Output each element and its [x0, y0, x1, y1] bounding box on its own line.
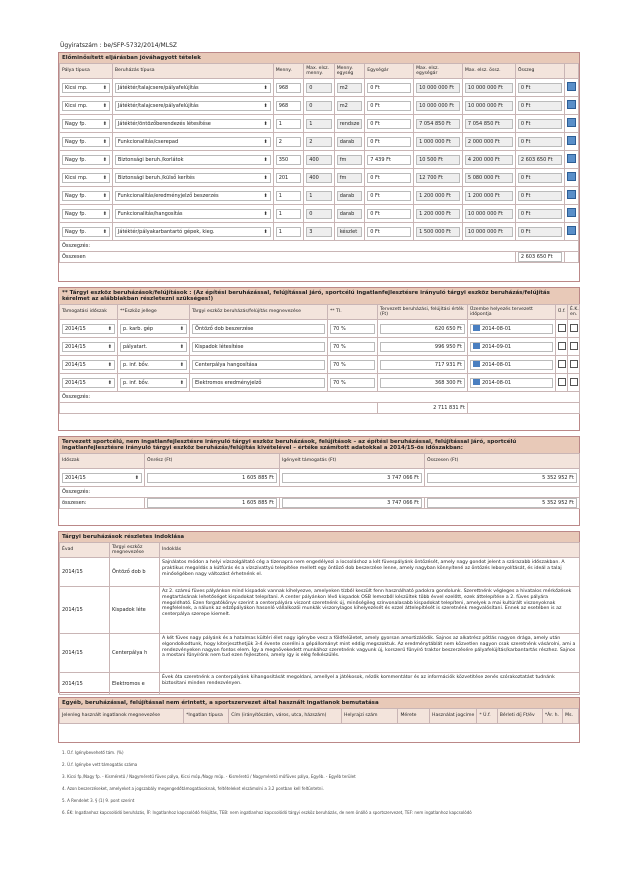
table-row — [60, 169, 579, 187]
column-header: *Ár. h. — [542, 709, 562, 724]
field-type-select[interactable]: Kicsi mp. ⬍ — [62, 173, 110, 183]
max-unit-price: 10 000 000 Ft — [416, 83, 460, 93]
column-header: Összesen (Ft) — [425, 454, 580, 469]
column-header: Max. elsz. össz. — [462, 64, 515, 79]
asset-name: Öntöző dob b — [112, 569, 146, 575]
max-quantity: 1 — [306, 119, 332, 129]
field-type-select[interactable]: Nagy fp. ⬍ — [62, 209, 110, 219]
column-header: Menny. — [273, 64, 304, 79]
footnote: 3. Kicsi fp./Nagy fp. - Kisméretű / Nagyméretű füves pálya, Kicsi műp./Nagy műp. - Kisméretű / Nagyméretű műfüves pálya, Egyéb. - Egyéb terület — [62, 774, 356, 779]
date-input[interactable]: 2014-08-01 — [470, 324, 553, 334]
planned-value-input[interactable]: 717 931 Ft — [380, 360, 465, 370]
period-select[interactable]: 2014/15 ⬍ — [62, 324, 115, 334]
planned-value-input[interactable]: 996 950 Ft — [380, 342, 465, 352]
period: 2014/15 — [62, 680, 83, 687]
field-type-select[interactable]: Nagy fp. ⬍ — [62, 191, 110, 201]
planned-assets-table — [59, 453, 580, 509]
edit-icon[interactable] — [567, 118, 576, 127]
edit-icon[interactable] — [567, 100, 576, 109]
investment-type-select[interactable]: Biztonsági beruh./korlátok ⬍ — [115, 155, 271, 165]
table-row — [60, 338, 580, 356]
calendar-icon[interactable] — [473, 325, 480, 331]
quantity-input[interactable]: 1 — [276, 227, 302, 237]
table-row — [60, 587, 580, 634]
amount: 0 Ft — [518, 173, 562, 183]
column-header: Menny. egység — [334, 64, 365, 79]
column-header: É.K. en. — [568, 305, 580, 320]
investment-type-select[interactable]: Funkcionalitás/eredményjelző beszerzés ⬍ — [115, 191, 271, 201]
table-row — [60, 558, 580, 587]
table-row — [60, 634, 580, 673]
ek-checkbox[interactable] — [570, 324, 578, 332]
unit-price-input[interactable]: 0 Ft — [367, 83, 411, 93]
column-header: Ms. — [563, 709, 579, 724]
column-header: Üzembe helyezés tervezett időpontja — [468, 305, 556, 320]
max-quantity: 0 — [306, 209, 332, 219]
unit: készlet — [337, 227, 363, 237]
column-header: Cím (irányítószám, város, utca, házszám) — [229, 709, 342, 724]
uf-checkbox[interactable] — [558, 324, 566, 332]
table-row — [60, 79, 579, 97]
date-input[interactable]: 2014-09-01 — [470, 342, 553, 352]
column-header: Beruházás típusa — [112, 64, 273, 79]
field-type-select[interactable]: Nagy fp. ⬍ — [62, 227, 110, 237]
max-unit-price: 10 000 000 Ft — [416, 101, 460, 111]
quantity-input[interactable]: 968 — [276, 101, 302, 111]
period-select[interactable]: 2014/15 ⬍ — [62, 378, 115, 388]
asset-name-input[interactable]: Elektromos eredményjelző — [192, 378, 325, 388]
section-title: Tervezett sportcélú, nem ingatlanfejlesztésre irányuló tárgyi eszköz beruházások, felújítások – az építési beruházással, felújítással járó, sportcélú ingatlanfejlesztésre irányuló tárgyi eszköz beruházás/felújítás kivételével – értéke számított adatokkal a 2014/15-ös időszakban: — [59, 437, 579, 453]
column-header: Tárgyi eszköz megnevezése — [110, 543, 160, 558]
table-row — [60, 469, 580, 487]
amount: 0 Ft — [518, 119, 562, 129]
sum-label: Összegzés: — [60, 241, 579, 252]
column-header: Időszak — [60, 454, 145, 469]
max-quantity: 400 — [306, 155, 332, 165]
date-input[interactable]: 2014-08-01 — [470, 360, 553, 370]
column-header: Tárgyi eszköz beruházás/felújítás megnevezése — [190, 305, 328, 320]
unit-price-input[interactable]: 0 Ft — [367, 173, 411, 183]
own-contribution: 1 605 885 Ft — [147, 473, 277, 483]
unit: darab — [337, 191, 363, 201]
table-row — [60, 133, 579, 151]
section-title: Előminősített eljárásban jóváhagyott tételek — [59, 53, 579, 63]
reference-number: Ügyiratszám : be/SFP-5732/2014/MLSZ — [60, 42, 177, 49]
max-unit-price: 1 500 000 Ft — [416, 227, 460, 237]
max-quantity: 2 — [306, 137, 332, 147]
total-sum: 5 352 952 Ft — [427, 498, 577, 508]
ek-checkbox[interactable] — [570, 360, 578, 368]
edit-icon[interactable] — [567, 154, 576, 163]
max-total: 10 000 000 Ft — [465, 227, 513, 237]
total-own: 1 605 885 Ft — [147, 498, 277, 508]
planned-value-input[interactable]: 620 650 Ft — [380, 324, 465, 334]
investment-type-select[interactable]: Játéktér/pályakarbantartó gépek, kieg. ⬍ — [115, 227, 271, 237]
max-quantity: 1 — [306, 191, 332, 201]
max-unit-price: 7 054 850 Ft — [416, 119, 460, 129]
field-type-select[interactable]: Kicsi mp. ⬍ — [62, 101, 110, 111]
quantity-input[interactable]: 1 — [276, 191, 302, 201]
max-quantity: 3 — [306, 227, 332, 237]
investment-type-select[interactable]: Biztonsági beruh./külső kerítés ⬍ — [115, 173, 271, 183]
asset-name-input[interactable]: Centerpálya hangosítása — [192, 360, 325, 370]
other-properties-table — [59, 708, 579, 724]
asset-kind-select[interactable]: p. karb. gép ⬍ — [120, 324, 187, 334]
max-unit-price: 1 200 000 Ft — [416, 191, 460, 201]
amount: 0 Ft — [518, 209, 562, 219]
quantity-input[interactable]: 1 — [276, 119, 302, 129]
justification-text[interactable]: Sajnálatos módon a helyi vízszolgáltató cég a tizenapra nem engedélyezi a locsoláshoz a két füvespályánk öntözését, amely nagy gondot jelent a szárazabb időszakban. A praktikus megoldás a kútfúrás és a vízszivattyú telepítése mellett egy öntöző dob beszerzése lenne, amely nagyban könnyítené az öntözés lebonyolítását, és ideál a talaj minőségében nagy változást érhetnénk el. — [160, 558, 580, 587]
column-header: **Eszköz jellege — [118, 305, 190, 320]
quantity-input[interactable]: 2 — [276, 137, 302, 147]
unit: m2 — [337, 101, 363, 111]
amount: 0 Ft — [518, 101, 562, 111]
unit: darab — [337, 137, 363, 147]
uf-checkbox[interactable] — [558, 360, 566, 368]
column-header: Ü.f. — [556, 305, 568, 320]
column-header: Pálya típusa — [60, 64, 113, 79]
planned-value-input[interactable]: 368 300 Ft — [380, 378, 465, 388]
table-row — [60, 97, 579, 115]
column-header — [564, 64, 578, 79]
max-quantity: 0 — [306, 83, 332, 93]
edit-icon[interactable] — [567, 136, 576, 145]
asset-investments-section — [58, 287, 580, 431]
field-type-select[interactable]: Nagy fp. ⬍ — [62, 137, 110, 147]
unit: m2 — [337, 83, 363, 93]
total-value: 2 711 831 Ft — [378, 403, 468, 414]
calendar-icon[interactable] — [473, 343, 480, 349]
edit-icon[interactable] — [567, 226, 576, 235]
edit-icon[interactable] — [567, 190, 576, 199]
period: 2014/15 — [62, 607, 83, 613]
column-header: Önrész (Ft) — [145, 454, 280, 469]
amount: 0 Ft — [518, 191, 562, 201]
investment-type-select[interactable]: Funkcionalitás/hangosítás ⬍ — [115, 209, 271, 219]
table-row — [60, 673, 580, 695]
column-header: Használat jogcíme — [430, 709, 477, 724]
table-row — [60, 356, 580, 374]
amount: 0 Ft — [518, 137, 562, 147]
field-type-select[interactable]: Nagy fp. ⬍ — [62, 119, 110, 129]
column-header: * Ú.f. — [477, 709, 497, 724]
quantity-input[interactable]: 968 — [276, 83, 302, 93]
ek-checkbox[interactable] — [570, 342, 578, 350]
edit-icon[interactable] — [567, 82, 576, 91]
justification-text[interactable]: A két füves nagy pályánk és a hatalmas kültéri élet nagy igénybe vesz a földfelületet, amely gyorsan amortizálódik. Sajnos az alkatrész pótlás nagyon drága, amely után elgondolkodtunk, hogy kiterjeszthetjük 3-4 évente cserélni a gépállományt mint eddig megszoktuk. Az eredménytáblát nem közvetlen nagyon csak szeretnénk vásárolni, ami a rendezvényeken nagyon fontos elem. Így a megnövekedett munkához szeretnénk vagyunk új, korszerű fűnyíró traktor beszerzésére pályafelújítás/karbantartás részhez. Sajnos a mostani fűnyírónk nem tud ezen fejleszteni, amely így is elég felkészülés. — [160, 634, 580, 673]
period-select[interactable]: 2014/15 ⬍ — [62, 360, 115, 370]
max-total: 1 200 000 Ft — [465, 191, 513, 201]
quantity-input[interactable]: 201 — [276, 173, 302, 183]
justification-section — [58, 531, 580, 693]
amount: 2 603 650 Ft — [518, 155, 562, 165]
column-header: *Ingatlan típusa — [184, 709, 229, 724]
section-title: ** Tárgyi eszköz beruházások/felújítások : (Az építési beruházással, felújítással járó, sportcélú ingatlanfejlesztésre irányuló tárgyi eszköz beruházás/felújítás kérelmet az alábbiakban részletezni szükséges!) — [59, 288, 579, 304]
planned-assets-section — [58, 436, 580, 526]
max-quantity: 0 — [306, 101, 332, 111]
column-header: Jelenleg használt ingatlanok megnevezése — [60, 709, 184, 724]
period-select[interactable]: 2014/15 ⬍ — [62, 473, 142, 483]
section-title: Egyéb, beruházással, felújítással nem érintett, a sportszervezet által használt ingatlanok bemutatása — [59, 698, 579, 708]
investment-type-select[interactable]: Játéktér/talajcsere/pályafelújítás ⬍ — [115, 83, 271, 93]
calendar-icon[interactable] — [473, 379, 480, 385]
footnote: 1. Ü.f. Igénybevehető tám. (%) — [62, 750, 124, 755]
edit-icon[interactable] — [567, 208, 576, 217]
column-header: Indoklás — [160, 543, 580, 558]
max-unit-price: 12 700 Ft — [416, 173, 460, 183]
unit-price-input[interactable]: 0 Ft — [367, 227, 411, 237]
justification-text[interactable]: Az 2. számú füves pályánkon mind kispadok vannak kihelyezve, amelyeken tízből keszült fenn használható padokra gondolunk. Szerettnénk végleges a hivatalos mérkőzések megtartásának lehetőséget kispadokat telepítani. A center pályánkon lévő kispadok OSB lemezből készültek több évvel ezelőtt, ezek áttelepítése a 2. füves pályára megoldható. Ezen forgatókönyv szerint a centerpályára viszont szeretnénk új, minőségileg színvonalasabb kispadokat telepíteni, amelyek a mai kultúrált viszonyoknak megfelelnek, a nálunk az edzőpályákon hasonló vállalkozói munkák viszonylagos kihelyezését és ezzel áttelepítését is szeretnénk megvalósítani. Ennek az esetében is az centerpálya szerepe kiemelt. — [160, 587, 580, 634]
unit: fm — [337, 155, 363, 165]
uf-checkbox[interactable] — [558, 342, 566, 350]
unit-price-input[interactable]: 7 439 Ft — [367, 155, 411, 165]
date-input[interactable]: 2014-08-01 — [470, 378, 553, 388]
max-unit-price: 1 000 000 Ft — [416, 137, 460, 147]
max-total: 10 000 000 Ft — [465, 83, 513, 93]
unit: rendsze — [337, 119, 363, 129]
other-properties-section — [58, 697, 580, 743]
table-row — [60, 115, 579, 133]
table-row — [60, 205, 579, 223]
asset-investments-table — [59, 304, 580, 414]
footnote: 2. Ú.f. Igénybe vett támogatás száma — [62, 762, 138, 767]
unit: fm — [337, 173, 363, 183]
max-unit-price: 1 200 000 Ft — [416, 209, 460, 219]
approved-items-section — [58, 52, 580, 282]
column-header: Egységár — [365, 64, 414, 79]
period: 2014/15 — [62, 650, 83, 656]
edit-icon[interactable] — [567, 172, 576, 181]
period: 2014/15 — [62, 569, 83, 575]
table-row — [60, 151, 579, 169]
ek-checkbox[interactable] — [570, 378, 578, 386]
field-type-select[interactable]: Nagy fp. ⬍ — [62, 155, 110, 165]
unit-price-input[interactable]: 0 Ft — [367, 101, 411, 111]
unit-price-input[interactable]: 0 Ft — [367, 137, 411, 147]
unit: darab — [337, 209, 363, 219]
period-select[interactable]: 2014/15 ⬍ — [62, 342, 115, 352]
total-value: 2 603 650 Ft — [515, 252, 564, 263]
ti-percent: 70 % — [330, 378, 375, 388]
quantity-input[interactable]: 350 — [276, 155, 302, 165]
unit-price-input[interactable]: 0 Ft — [367, 209, 411, 219]
amount: 0 Ft — [518, 83, 562, 93]
table-row — [60, 374, 580, 392]
column-header: Igényelt támogatás (Ft) — [280, 454, 425, 469]
asset-name: Centerpálya h — [112, 650, 148, 656]
max-quantity: 400 — [306, 173, 332, 183]
max-total: 5 080 000 Ft — [465, 173, 513, 183]
column-header: Tervezett beruházási, felújítási érték (Ft) — [378, 305, 468, 320]
section-title: Tárgyi beruházások részletes indoklása — [59, 532, 579, 542]
justification-text[interactable]: Évek óta szeretnénk a centerpályánk kihangosítását megoldani, amellyel a játékosok, nézők kommentátor és az információk közvetítése zenés szórakoztatást tudnánk biztosítani minden rendezvényen. — [160, 673, 580, 695]
total-label: Összesen — [60, 252, 516, 263]
sum-label: Összegzés: — [60, 392, 580, 403]
max-total: 2 000 000 Ft — [465, 137, 513, 147]
total-support: 3 747 066 Ft — [282, 498, 422, 508]
max-total: 10 000 000 Ft — [465, 101, 513, 111]
column-header: Max. elsz. menny. — [304, 64, 335, 79]
footnote: 4. Azon beszerzéseket, amelyeket a jogszabály megengedőtámogatásoknak, feltételeket elszámolni a 3.2 pontban kell feltüntetni. — [62, 786, 324, 791]
justification-table — [59, 542, 580, 695]
asset-name-input[interactable]: Öntöző dob beszerzése — [192, 324, 325, 334]
max-unit-price: 10 500 Ft — [416, 155, 460, 165]
asset-kind-select[interactable]: pályatart. ⬍ — [120, 342, 187, 352]
total-label: összesen: — [60, 498, 145, 509]
asset-name: Elektromos e — [112, 680, 145, 687]
table-row — [60, 320, 580, 338]
column-header: Támogatási időszak — [60, 305, 118, 320]
row-total: 5 352 952 Ft — [427, 473, 577, 483]
column-header: Bérleti díj Ft/év — [497, 709, 542, 724]
asset-kind-select[interactable]: p. inf. bőv. ⬍ — [120, 360, 187, 370]
investment-type-select[interactable]: Funkcionalitás/cserepad ⬍ — [115, 137, 271, 147]
column-header: Összeg — [515, 64, 564, 79]
max-total: 10 000 000 Ft — [465, 209, 513, 219]
footnote: 6. ÉK: Ingatlanhoz kapcsolódó beruházás, ÍF: Ingatlanhoz kapcsolódó felújítás, TEB: nem ingatlanhoz kapcsolódó tárgyi eszköz beruházás, de nem önálló a sportszervezet, TEF: nem ingatlanhoz kapcsolódó — [62, 810, 472, 815]
calendar-icon[interactable] — [473, 361, 480, 367]
table-row — [60, 223, 579, 241]
ti-percent: 70 % — [330, 324, 375, 334]
ti-percent: 70 % — [330, 342, 375, 352]
approved-items-table — [59, 63, 579, 263]
asset-kind-select[interactable]: p. inf. bőv. ⬍ — [120, 378, 187, 388]
max-total: 7 054 850 Ft — [465, 119, 513, 129]
column-header: Max. elsz. egységár — [414, 64, 463, 79]
column-header: ** TI. — [328, 305, 378, 320]
investment-type-select[interactable]: Játéktér/öntözőberendezés létesítése ⬍ — [115, 119, 271, 129]
ti-percent: 70 % — [330, 360, 375, 370]
investment-type-select[interactable]: Játéktér/talajcsere/pályafelújítás ⬍ — [115, 101, 271, 111]
requested-support: 3 747 066 Ft — [282, 473, 422, 483]
footnote: 5. A Rendelet 3. § (1) 9. pont szerint — [62, 798, 135, 803]
column-header: Mérete — [398, 709, 430, 724]
column-header: Évad — [60, 543, 110, 558]
sum-label: Összegzés: — [60, 487, 580, 498]
quantity-input[interactable]: 1 — [276, 209, 302, 219]
uf-checkbox[interactable] — [558, 378, 566, 386]
asset-name-input[interactable]: Kispadok létesítése — [192, 342, 325, 352]
unit-price-input[interactable]: 0 Ft — [367, 191, 411, 201]
column-header: Helyrajzi szám — [342, 709, 398, 724]
field-type-select[interactable]: Kicsi mp. ⬍ — [62, 83, 110, 93]
max-total: 4 200 000 Ft — [465, 155, 513, 165]
table-row — [60, 187, 579, 205]
unit-price-input[interactable]: 0 Ft — [367, 119, 411, 129]
amount: 0 Ft — [518, 227, 562, 237]
asset-name: Kispadok léte — [112, 607, 146, 613]
